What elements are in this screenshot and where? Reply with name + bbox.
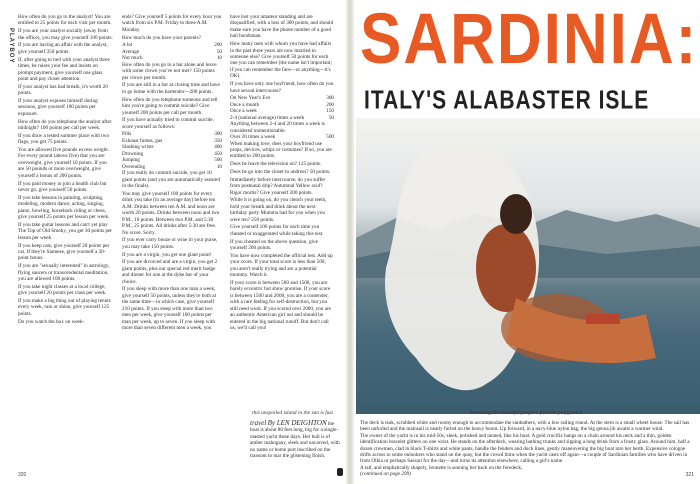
quiz-column-1	[18, 14, 114, 469]
score-value: 400	[214, 144, 222, 151]
score-value: 300	[326, 95, 334, 102]
quiz-paragraph: If you cheated on the above question, give yourself 200 points.	[230, 238, 318, 252]
article-left-text: the boat is about 80 feet long, big for a single-masted yacht these days. Her hull is of amber mahogany, sleek and uncarved, with no name or home port inscribed on the transom to mar the glistening finish.	[250, 421, 340, 460]
score-value: 500	[214, 157, 222, 164]
quiz-paragraph: If you take lessons in painting, sculpting, modeling, modern dance, acting, singing, piano, bowling, horseback riding or chess, give yourself 25 points per lesson per week.	[18, 194, 110, 221]
quiz-paragraph: How much do you have your parents?	[122, 34, 201, 41]
quiz-paragraph: If you ever carry booze or wine in your purse, you may take 150 points.	[122, 237, 218, 250]
score-label: Overeating	[122, 163, 146, 170]
quiz-paragraph: If you sleep with more than one man a week, give yourself 50 points, unless they're both at the same time—in which case, give yourself 210 points. If you sleep with more than two men per week, give yourself 100 points per man per week, up to seven. If you sleep with more than seven different men a week, you	[122, 286, 217, 332]
quiz-column-2	[122, 14, 222, 469]
quiz-paragraph: If you paid money to join a health club but never go, give yourself 50 points.	[18, 180, 107, 193]
quiz-paragraph: If you really do commit suicide, you get 10 giant points (and you are automatically assured in the finals).	[122, 170, 220, 190]
right-page-number: 321	[685, 472, 694, 478]
quiz-paragraph: You are allowed five pounds excess weight. For every pound (above five) that you are overweight, give yourself 10 points. If you are 50 pounds or more overweight, give yourself a bonus of 200 points.	[18, 146, 109, 179]
quiz-paragraph: If you draw a tested summer place with two flags, you get 75 points.	[18, 132, 110, 146]
score-label: Once a month	[230, 101, 260, 108]
quiz-paragraph: If you are still in a bar at closing time and have to go home with the bartender—200 points.	[122, 82, 220, 95]
quiz-paragraph: How often do you telephone the analyst after midnight? 100 points per call per week.	[18, 118, 112, 132]
island-illustration	[356, 118, 700, 414]
quiz-paragraph: If you have actually tried to commit suicide, score yourself as follows:	[122, 117, 214, 130]
score-row	[230, 121, 334, 134]
article-paragraph: A tall, and emphatically shapely, brunette is sunning her back on the foredeck,	[360, 464, 523, 471]
quiz-paragraph: If you take night classes at a local college, give yourself 20 points per class per week.	[18, 283, 107, 297]
score-label: Drowning	[122, 150, 144, 157]
quiz-paragraph: If your score is between 500 and 1500, you are barely eccentric but show promise. If your score is between 1500 and 2000, you are a contender, with a rare feeling for self-destruction, but you still need work. If you scored over 2000, you are an authentic American girl nut and should be entered in the big national runoff. But don't call us, we'll call you!	[230, 279, 331, 332]
score-label: A lot	[122, 42, 133, 49]
quiz-paragraph: When making love, does your boyfriend use props, devices, whips or costumes? If so, you are entitled to 200 points.	[230, 140, 332, 160]
left-page-number: 320	[18, 472, 27, 478]
score-label: Average	[122, 48, 140, 55]
quiz-paragraph: ends? Give yourself 5 points for every hour you watch from six P.M. Friday to three A.M. Monday.	[122, 14, 222, 33]
quiz-paragraph: Do you watch the box on week-	[18, 318, 85, 325]
score-value: 10	[216, 55, 222, 62]
quiz-paragraph: If you keep cats, give yourself 20 points per cat. If they're Siamese, give yourself a 30-point bonus.	[18, 242, 110, 262]
article-paragraph: The owner of the yacht is in his mid-50s, sleek, polished and tanned, like his boat. A gold crucifix hangs on a chain around his neck and a thin, golden identification bracelet glitters on one wrist. He stands on the afterdeck, wearing bathing trunks and sipping a long drink from a frosty glass. Around him, half a dozen crewmen, clad in black T-shirts and white pants, handle the fenders and dock lines, gently maneuvering the big boat into her berth. Expensive cologne drifts across to some onlookers who stand on the quay, but the crowd thins when the yacht casts off again—a couple of Sardinian families who have driven in from Olbia or perhaps Sassari for the day—and turns its attention elsewhere, calling a girl's name.	[360, 432, 690, 465]
quiz-paragraph: If you have only one boyfriend, how often do you have sexual intercourse?	[230, 81, 334, 94]
score-label: Anything between 2-4 and 20 times a week is considered unmentionable.	[230, 121, 325, 134]
score-label: Jumping	[122, 157, 140, 164]
quiz-paragraph: How often do you telephone someone and tell him you're going to commit suicide? Give yourself 200 points per call per month.	[122, 96, 218, 116]
quiz-paragraph: Immediately before intercourse, do you suffer from postnasal drip? Autumnal Yellow acid? Rigor mortis? Give yourself 200 points.	[230, 176, 326, 196]
article-intro	[250, 420, 340, 478]
quiz-paragraph: Does he leave the television on? 125 points.	[230, 161, 322, 168]
article-title: SARDINIA:	[360, 0, 699, 80]
score-value: 10	[216, 163, 222, 170]
quiz-paragraph: Give yourself 100 points for each time you cheated or exaggerated while taking this test.	[230, 224, 324, 237]
magazine-name: PLAYBOY	[8, 28, 14, 64]
quiz-paragraph: You have now completed the official test. Add up your score. If your total score is less than 500, you aren't really trying and are a potential mummy. Watch it.	[230, 252, 333, 279]
score-label: Not much	[122, 55, 143, 62]
quiz-paragraph: Does he go into the closet to undress? 50 points.	[230, 168, 331, 175]
quiz-paragraph: If you are "sexually interested" in astrology, flying saucers or transcendental meditation, you are allowed 100 points.	[18, 263, 110, 283]
quiz-paragraph: How many men with whom you have had affairs in the past three years are now married to someone else? Give yourself 50 points for each one you can remember (the name isn't important; if you can remember the face—or anything—it's OK).	[230, 41, 332, 80]
quiz-paragraph: If your analyst exposes himself during sessions, give yourself 100 points per exposure.	[18, 97, 98, 117]
score-value: 200	[214, 42, 222, 49]
quiz-paragraph: If you are a virgin, you get one giant point!	[122, 251, 212, 258]
score-label: 2-4 (national average) times a week	[230, 114, 305, 121]
score-value: 50	[216, 48, 222, 55]
caption-left: this unspoiled island in the sun is fast	[252, 410, 334, 416]
quiz-paragraph: You may give yourself 100 points for every drink you take (in an average day) before ten A.M. Drinks between ten A.M. and noon are worth 20 points. Drinks between noon and two P.M., 10 points. Between two P.M. and 5:30 P.M., 25 points. All drinks after 5:30 are free. No score. Sorry.	[122, 190, 220, 236]
quiz-paragraph: If you take guitar lessons and can't yet play The Top of Old Smoky, you get 30 points per lesson per week.	[18, 221, 113, 241]
continued-note: (continued on page 299)	[360, 471, 411, 478]
quiz-paragraph: How often do you go to the analyst? You are entitled to 25 points for each visit per month.	[18, 14, 112, 27]
score-label: Once a week	[230, 108, 257, 115]
quiz-paragraph: If you are your analyst socially (away from the office), you may give yourself 100 points.	[18, 28, 113, 41]
quiz-paragraph: How often do you go to a bar alone and leave with some clown you've not met? 150 points per clown per month.	[122, 61, 217, 81]
score-value: 300	[214, 131, 222, 138]
quiz-paragraph: If your analyst has bad breath, it's worth 20 points.	[18, 83, 108, 97]
score-value: 500	[326, 134, 334, 141]
caption-right: becoming the beautiful people's favorite playground	[470, 410, 583, 416]
beach-photo	[356, 118, 700, 414]
score-value: 450	[214, 150, 222, 157]
quiz-column-3	[230, 14, 334, 469]
article-subtitle: ITALY'S ALABASTER ISLE	[364, 86, 650, 115]
byline-prefix: travel	[250, 420, 267, 427]
quiz-paragraph: While it is going on, do you clench your teeth, hold your breath and think about the next birthday party Mumma had for you when you were ten? 250 points.	[230, 197, 327, 223]
quiz-paragraph: If, after going to bed with your analyst three times, he raises your fee and insists on prompt payment, give yourself one glass point and pay closer attention.	[18, 56, 110, 82]
quiz-paragraph: If you make a big thing out of playing tennis every week, rain or shine, give yourself 125 points.	[18, 298, 111, 317]
score-label: On New Year's Eve	[230, 95, 271, 102]
quiz-paragraph: If you are divorced and are a virgin, you get 2 giant points, plus our special red merit badge and dinner for one at the dyke bar of your choice.	[122, 259, 218, 285]
score-value: 200	[326, 101, 334, 108]
article-body	[360, 420, 696, 478]
quiz-paragraph: If you are having an affair with the analyst, give yourself 350 points.	[18, 42, 108, 55]
score-value: 350	[214, 137, 222, 144]
quiz-paragraph: have lost your amateur standing and are disqualified, with a loss of 300 points, and should make sure you have the phone number of a good bail bondsman.	[230, 14, 334, 40]
score-value: 50	[328, 114, 334, 121]
article-paragraph: The deck is teak, scrubbed white and roomy enough to accommodate the sunbathers, with a low railing round. At the stern is a small wheel house. The sail has been unfurled and the mainsail is neatly furled on the heavy boom. Up forward, in a navy-blue nylon bag, the big genoa jib awaits a warmer wind.	[360, 420, 690, 433]
score-label: Exhaust fumes, gas	[122, 137, 163, 144]
score-label: Pills	[122, 131, 132, 138]
score-label: Over 20 times a week	[230, 134, 276, 141]
byline: By LEN DEIGHTON	[267, 420, 327, 427]
score-label: Slashing wrists	[122, 144, 154, 151]
score-value: 150	[326, 108, 334, 115]
